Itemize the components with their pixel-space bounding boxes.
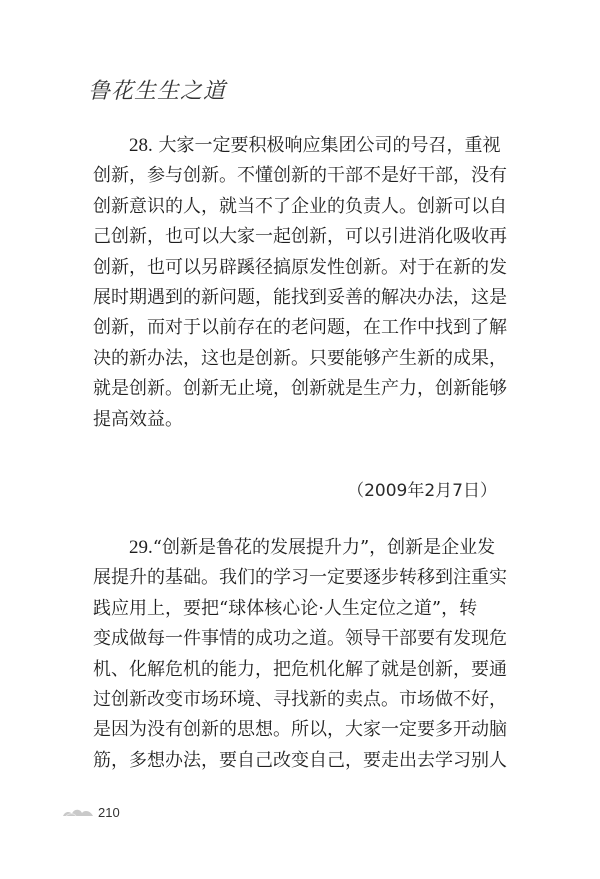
text-line: 过创新改变市场环境、寻找新的卖点。市场做不好， (93, 688, 507, 710)
text-line: 创新，而对于以前存在的老问题，在工作中找到了解 (93, 317, 507, 339)
page-number: 210 (98, 804, 120, 820)
paragraph-number: 28. (129, 135, 153, 156)
paragraph-number: 29. (129, 537, 153, 558)
text-line: 决的新办法，这也是创新。只要能够产生新的成果， (93, 347, 507, 369)
text-line: 变成做每一件事情的成功之道。领导干部要有发现危 (93, 628, 507, 650)
text-line: 己创新，也可以大家一起创新，可以引进消化吸收再 (93, 226, 507, 248)
cloud-ornament-icon (62, 805, 94, 819)
text-line: 机、化解危机的能力，把危机化解了就是创新，要通 (93, 658, 507, 680)
line-text: “创新是鲁花的发展提升力”，创新是企业发 (152, 537, 496, 558)
text-line: 创新，参与创新。不懂创新的干部不是好干部，没有 (93, 165, 507, 187)
text-line: 是因为没有创新的思想。所以，大家一定要多开动脑 (93, 719, 507, 741)
paragraph-29 (93, 533, 513, 776)
text-line: 践应用上，要把“球体核心论·人生定位之道”，转 (93, 597, 478, 619)
text-line (93, 533, 513, 563)
paragraph-28 (93, 131, 513, 435)
text-line: 就是创新。创新无止境，创新就是生产力，创新能够 (93, 378, 507, 400)
text-line (93, 131, 513, 161)
text-line: 筋，多想办法，要自己改变自己，要走出去学习别人 (93, 749, 507, 771)
book-title-calligraphy: 鲁花生生之道 (88, 79, 227, 104)
text-line: 提高效益。 (93, 408, 183, 430)
text-line: 创新，也可以另辟蹊径搞原发性创新。对于在新的发 (93, 256, 507, 278)
text-line: 展提升的基础。我们的学习一定要逐步转移到注重实 (93, 567, 507, 589)
page-footer (62, 800, 120, 824)
text-line: 展时期遇到的新问题，能找到妥善的解决办法，这是 (93, 286, 507, 308)
date-note: （2009年2月7日） (347, 481, 497, 501)
line-text: 大家一定要积极响应集团公司的号召，重视 (152, 135, 501, 156)
text-line: 创新意识的人，就当不了企业的负责人。创新可以自 (93, 195, 507, 217)
